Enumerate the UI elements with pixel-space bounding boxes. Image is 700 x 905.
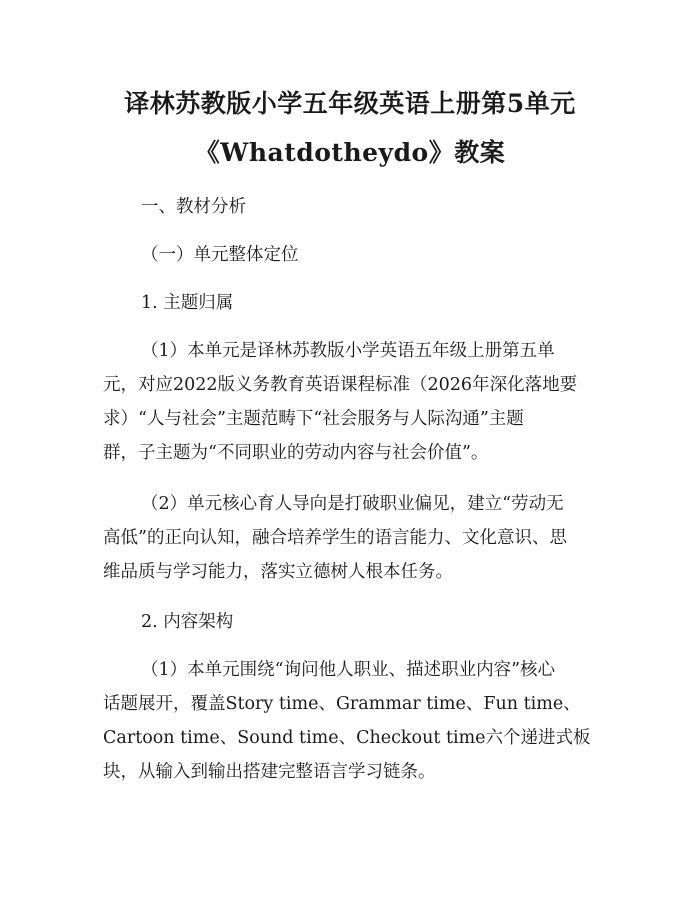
item-heading-2: 2. 内容架构	[141, 612, 234, 632]
paragraph-3-line-1: （1）本单元围绕“询问他人职业、描述职业内容”核心	[141, 660, 556, 680]
document-title-line-1: 译林苏教版小学五年级英语上册第5单元	[124, 89, 576, 118]
item-heading-1: 1. 主题归属	[141, 293, 234, 313]
paragraph-1-line-2: 元，对应2022版义务教育英语课程标准（2026年深化落地要	[103, 375, 578, 395]
section-heading: 一、教材分析	[141, 197, 246, 217]
paragraph-1-line-1: （1）本单元是译林苏教版小学英语五年级上册第五单	[141, 341, 555, 361]
paragraph-3-line-2: 话题展开，覆盖Story time、Grammar time、Fun time、	[103, 694, 581, 714]
subsection-heading: （一）单元整体定位	[141, 245, 299, 265]
paragraph-1-line-4: 群，子主题为“不同职业的劳动内容与社会价值”。	[103, 443, 489, 463]
paragraph-3-line-4: 块，从输入到输出搭建完整语言学习链条。	[103, 762, 436, 782]
paragraph-3-line-3: Cartoon time、Sound time、Checkout time六个递进式板	[103, 728, 591, 748]
paragraph-1-line-3: 求）“人与社会”主题范畴下“社会服务与人际沟通”主题	[103, 409, 524, 429]
paragraph-2-line-3: 维品质与学习能力，落实立德树人根本任务。	[103, 562, 453, 582]
paragraph-2-line-2: 高低”的正向认知，融合培养学生的语言能力、文化意识、思	[103, 528, 567, 548]
document-title-line-2: 《Whatdotheydo》教案	[194, 138, 506, 167]
paragraph-2-line-1: （2）单元核心育人导向是打破职业偏见，建立“劳动无	[141, 494, 564, 514]
